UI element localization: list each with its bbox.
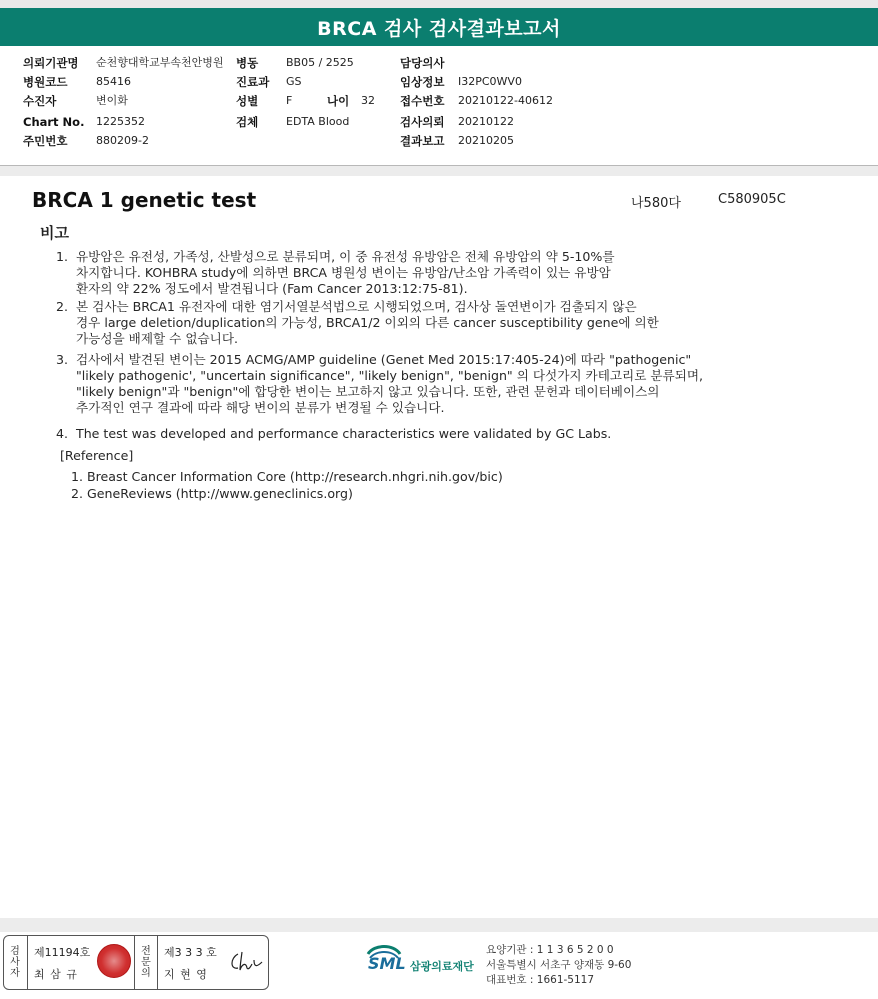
specialist-signature [228,948,264,974]
report-date-label: 결과보고 [400,134,445,148]
note-number: 2. [56,299,69,314]
specimen-label: 검체 [236,115,259,129]
note-line: 본 검사는 BRCA1 유전자에 대한 염기서열분석법으로 시행되었으며, 검사상 돌연변이가 검출되지 않은 [76,299,637,314]
department-value: GS [286,75,302,88]
phone-number: 대표번호 : 1661-5117 [486,974,595,986]
note-line: The test was developed and performance characteristics were validated by GC Labs. [76,426,612,441]
info-row-5 [0,132,878,150]
reference-item: 2. GeneReviews (http://www.geneclinics.org) [71,486,353,501]
note-line: 경우 large deletion/duplication의 가능성, BRCA1/2 이외의 다른 cancer susceptibility gene에 의한 [76,315,659,330]
age-label: 나이 [327,94,350,108]
note-number: 1. [56,249,69,264]
sex-label: 성별 [236,94,259,108]
doctor-label: 담당의사 [400,56,445,70]
report-date-value: 20210205 [458,134,514,147]
note-line: 검사에서 발견된 변이는 2015 ACMG/AMP guideline (Genet Med 2015:17:405-24)에 따라 "pathogenic" [76,352,692,367]
test-code-1: 나580다 [631,196,681,211]
hospital-code-value: 85416 [96,75,131,88]
signature-box [3,935,269,990]
section-divider [0,166,878,176]
clinical-info-value: I32PC0WV0 [458,75,522,88]
hospital-code-label: 병원코드 [23,75,68,89]
institution-value: 순천향대학교부속천안병원 [96,56,224,69]
receipt-label: 접수번호 [400,94,445,108]
inspector-seal [97,944,131,978]
id-value: 880209-2 [96,134,149,147]
reference-item: 1. Breast Cancer Information Core (http://research.nhgri.nih.gov/bic) [71,469,503,484]
info-row-3 [0,92,878,110]
organization-name: 삼광의료재단 [410,960,474,973]
sex-value: F [286,94,293,107]
request-label: 검사의뢰 [400,115,445,129]
age-value: 32 [361,94,375,107]
ward-value: BB05 / 2525 [286,56,354,69]
patient-info-box [0,46,878,166]
info-row-2 [0,73,878,91]
note-number: 3. [56,352,69,367]
info-row-1 [0,54,878,72]
id-label: 주민번호 [23,134,68,148]
remarks-heading: 비고 [40,224,69,242]
specialist-number: 제3 3 3 호 [164,946,217,959]
inspector-vertical-label: 검사자 [10,946,20,979]
specialist-name: 지 현 영 [164,968,208,981]
request-value: 20210122 [458,115,514,128]
info-row-4 [0,113,878,131]
note-line: 추가적인 연구 결과에 따라 해당 변이의 분류가 변경될 수 있습니다. [76,400,445,415]
inspector-label-cell [4,936,28,989]
specialist-label-cell [134,936,158,989]
inspector-name: 최 삼 규 [34,968,78,981]
report-title: BRCA 검사 검사결과보고서 [317,17,561,40]
test-code-2: C580905C [718,192,786,207]
note-line: 차지합니다. KOHBRA study에 의하면 BRCA 병원성 변이는 유방암/난소암 가족력이 있는 유방암 [76,265,611,280]
report-title-bar [0,8,878,46]
logo-text: SML [368,954,406,973]
ward-label: 병동 [236,56,259,70]
patient-value: 변이화 [96,94,128,107]
receipt-value: 20210122-40612 [458,94,553,107]
clinical-info-label: 임상정보 [400,75,445,89]
top-band [0,0,878,8]
institution-number: 요양기관 : 1 1 3 6 5 2 0 0 [486,944,614,956]
footer-divider [0,918,878,932]
note-line: 가능성을 배제할 수 없습니다. [76,331,238,346]
department-label: 진료과 [236,75,270,89]
inspector-number: 제11194호 [34,946,91,959]
note-line: "likely benign"과 "benign"에 합당한 변이는 보고하지 않고 있습니다. 또한, 관련 문헌과 데이터베이스의 [76,384,660,399]
note-line: 유방암은 유전성, 가족성, 산발성으로 분류되며, 이 중 유전성 유방암은 전체 유방암의 약 5-10%를 [76,249,615,264]
chart-value: 1225352 [96,115,145,128]
chart-label: Chart No. [23,115,85,129]
patient-label: 수진자 [23,94,57,108]
note-number: 4. [56,426,69,441]
note-line: 환자의 약 22% 정도에서 발견됩니다 (Fam Cancer 2013:12:75-81). [76,281,468,296]
test-title: BRCA 1 genetic test [32,188,257,212]
institution-label: 의뢰기관명 [23,56,79,70]
note-line: "likely pathogenic', "uncertain significance", "likely benign", "benign" 의 다섯가지 카테고리로 분류되며, [76,368,704,383]
reference-heading: [Reference] [60,448,134,463]
specialist-vertical-label: 전문의 [141,946,151,979]
specimen-value: EDTA Blood [286,115,350,128]
address: 서울특별시 서초구 양재동 9-60 [486,959,632,971]
